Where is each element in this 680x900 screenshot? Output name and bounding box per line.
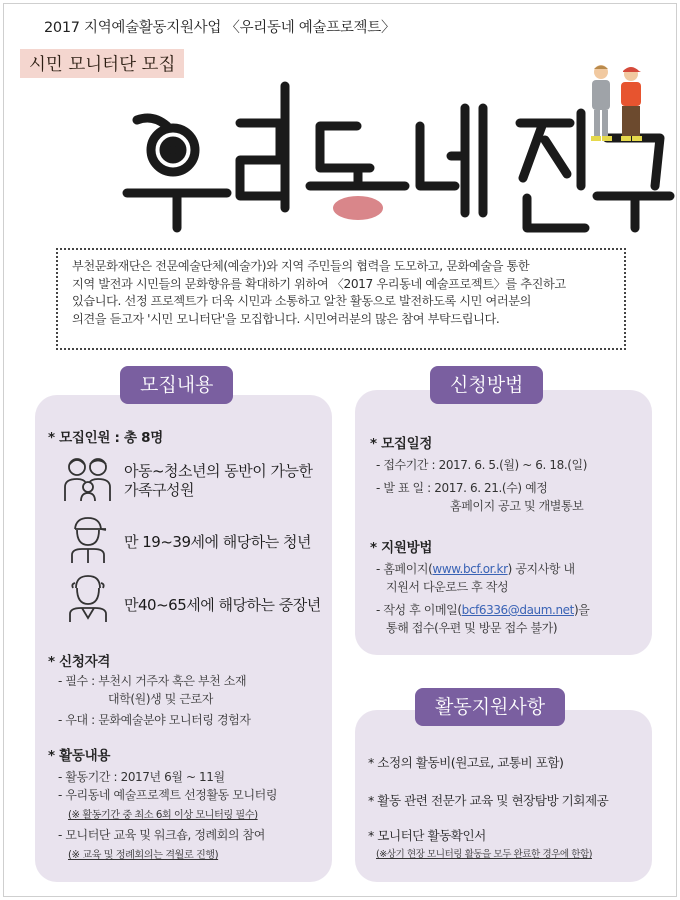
intro-box [56,248,626,350]
recruit-count: * 모집인원 : 총 8명 [48,430,163,446]
qualification-required-1: - 필수 : 부천시 거주자 혹은 부천 소재 [58,674,247,688]
method-email-prefix: - 작성 후 이메일( [376,603,462,617]
youth-cap-icon [68,515,108,565]
announce-date: - 발 표 일 : 2017. 6. 21.(수) 예정 [376,481,548,495]
support-item-2: * 활동 관련 전문가 교육 및 현장탐방 기회제공 [368,793,609,808]
method-homepage [376,561,575,577]
qualification-required-2: 대학(원)생 및 근로자 [108,692,213,706]
intro-line: 있습니다. 선정 프로젝트가 더욱 시민과 소통하고 알찬 활동으로 발전하도록 시민 여러분의 [72,294,532,308]
project-subtitle: 2017 지역예술활동지원사업 〈우리동네 예술프로젝트〉 [44,20,396,36]
senior-icon [66,572,110,624]
schedule-label: * 모집일정 [370,436,433,452]
group-3-line-1: 만40~65세에 해당하는 중장년 [124,596,321,614]
hero-title [0,84,1,85]
method-email-suffix: )을 [573,603,590,617]
method-email [376,602,589,618]
support-item-3-note: (※상기 현장 모니터링 활동을 모두 완료한 경우에 한함) [376,849,592,860]
group-2-line-1: 만 19~39세에 해당하는 청년 [124,533,311,551]
homepage-link[interactable]: www.bcf.or.kr [432,562,508,576]
support-item-1: * 소정의 활동비(원고료, 교통비 포함) [368,755,564,770]
group-1-line-1: 아동~청소년의 동반이 가능한 [124,462,313,480]
family-icon [62,455,114,503]
apply-heading: 신청방법 [430,366,543,404]
activity-monitoring: - 우리동네 예술프로젝트 선정활동 모니터링 [58,788,278,802]
qualification-label: * 신청자격 [48,654,111,670]
qualification-preferred: - 우대 : 문화예술분야 모니터링 경험자 [58,713,251,727]
support-item-3: * 모니터단 활동확인서 [368,828,486,843]
method-homepage-prefix: - 홈페이지( [376,562,433,576]
intro-line: 지역 발전과 시민들의 문화향유를 확대하기 위하여 〈2017 우리동네 예술프로젝트〉를 추진하고 [72,276,566,291]
activity-monitoring-note: (※ 활동기간 중 최소 6회 이상 모니터링 필수) [68,810,258,821]
method-submission: 통해 접수(우편 및 방문 접수 불가) [386,621,558,635]
activity-label: * 활동내용 [48,748,111,764]
recruit-tag: 시민 모니터단 모집 [20,49,184,78]
group-1-line-2: 가족구성원 [124,481,194,499]
activity-education: - 모니터단 교육 및 워크숍, 정례회의 참여 [58,828,265,842]
email-link[interactable]: bcf6336@daum.net [461,603,574,617]
intro-line: 부천문화재단은 전문예술단체(예술가)와 지역 주민들의 협력을 도모하고, 문화예술을 통한 [72,259,530,273]
method-homepage-suffix: ) 공지사항 내 [507,562,575,576]
activity-period: - 활동기간 : 2017년 6월 ~ 11월 [58,770,225,784]
method-download: 지원서 다운로드 후 작성 [386,580,509,594]
recruit-heading: 모집내용 [120,366,233,404]
support-heading: 활동지원사항 [415,688,565,726]
intro-line: 의견을 듣고자 '시민 모니터단'을 모집합니다. 시민여러분의 많은 참여 부탁드립니다. [72,311,500,326]
announce-method: 홈페이지 공고 및 개별통보 [450,499,584,513]
method-label: * 지원방법 [370,540,433,556]
activity-education-note: (※ 교육 및 정례회의는 격월로 진행) [68,850,219,861]
people-figures-icon [583,62,653,144]
apply-period: - 접수기간 : 2017. 6. 5.(월) ~ 6. 18.(일) [376,458,588,472]
